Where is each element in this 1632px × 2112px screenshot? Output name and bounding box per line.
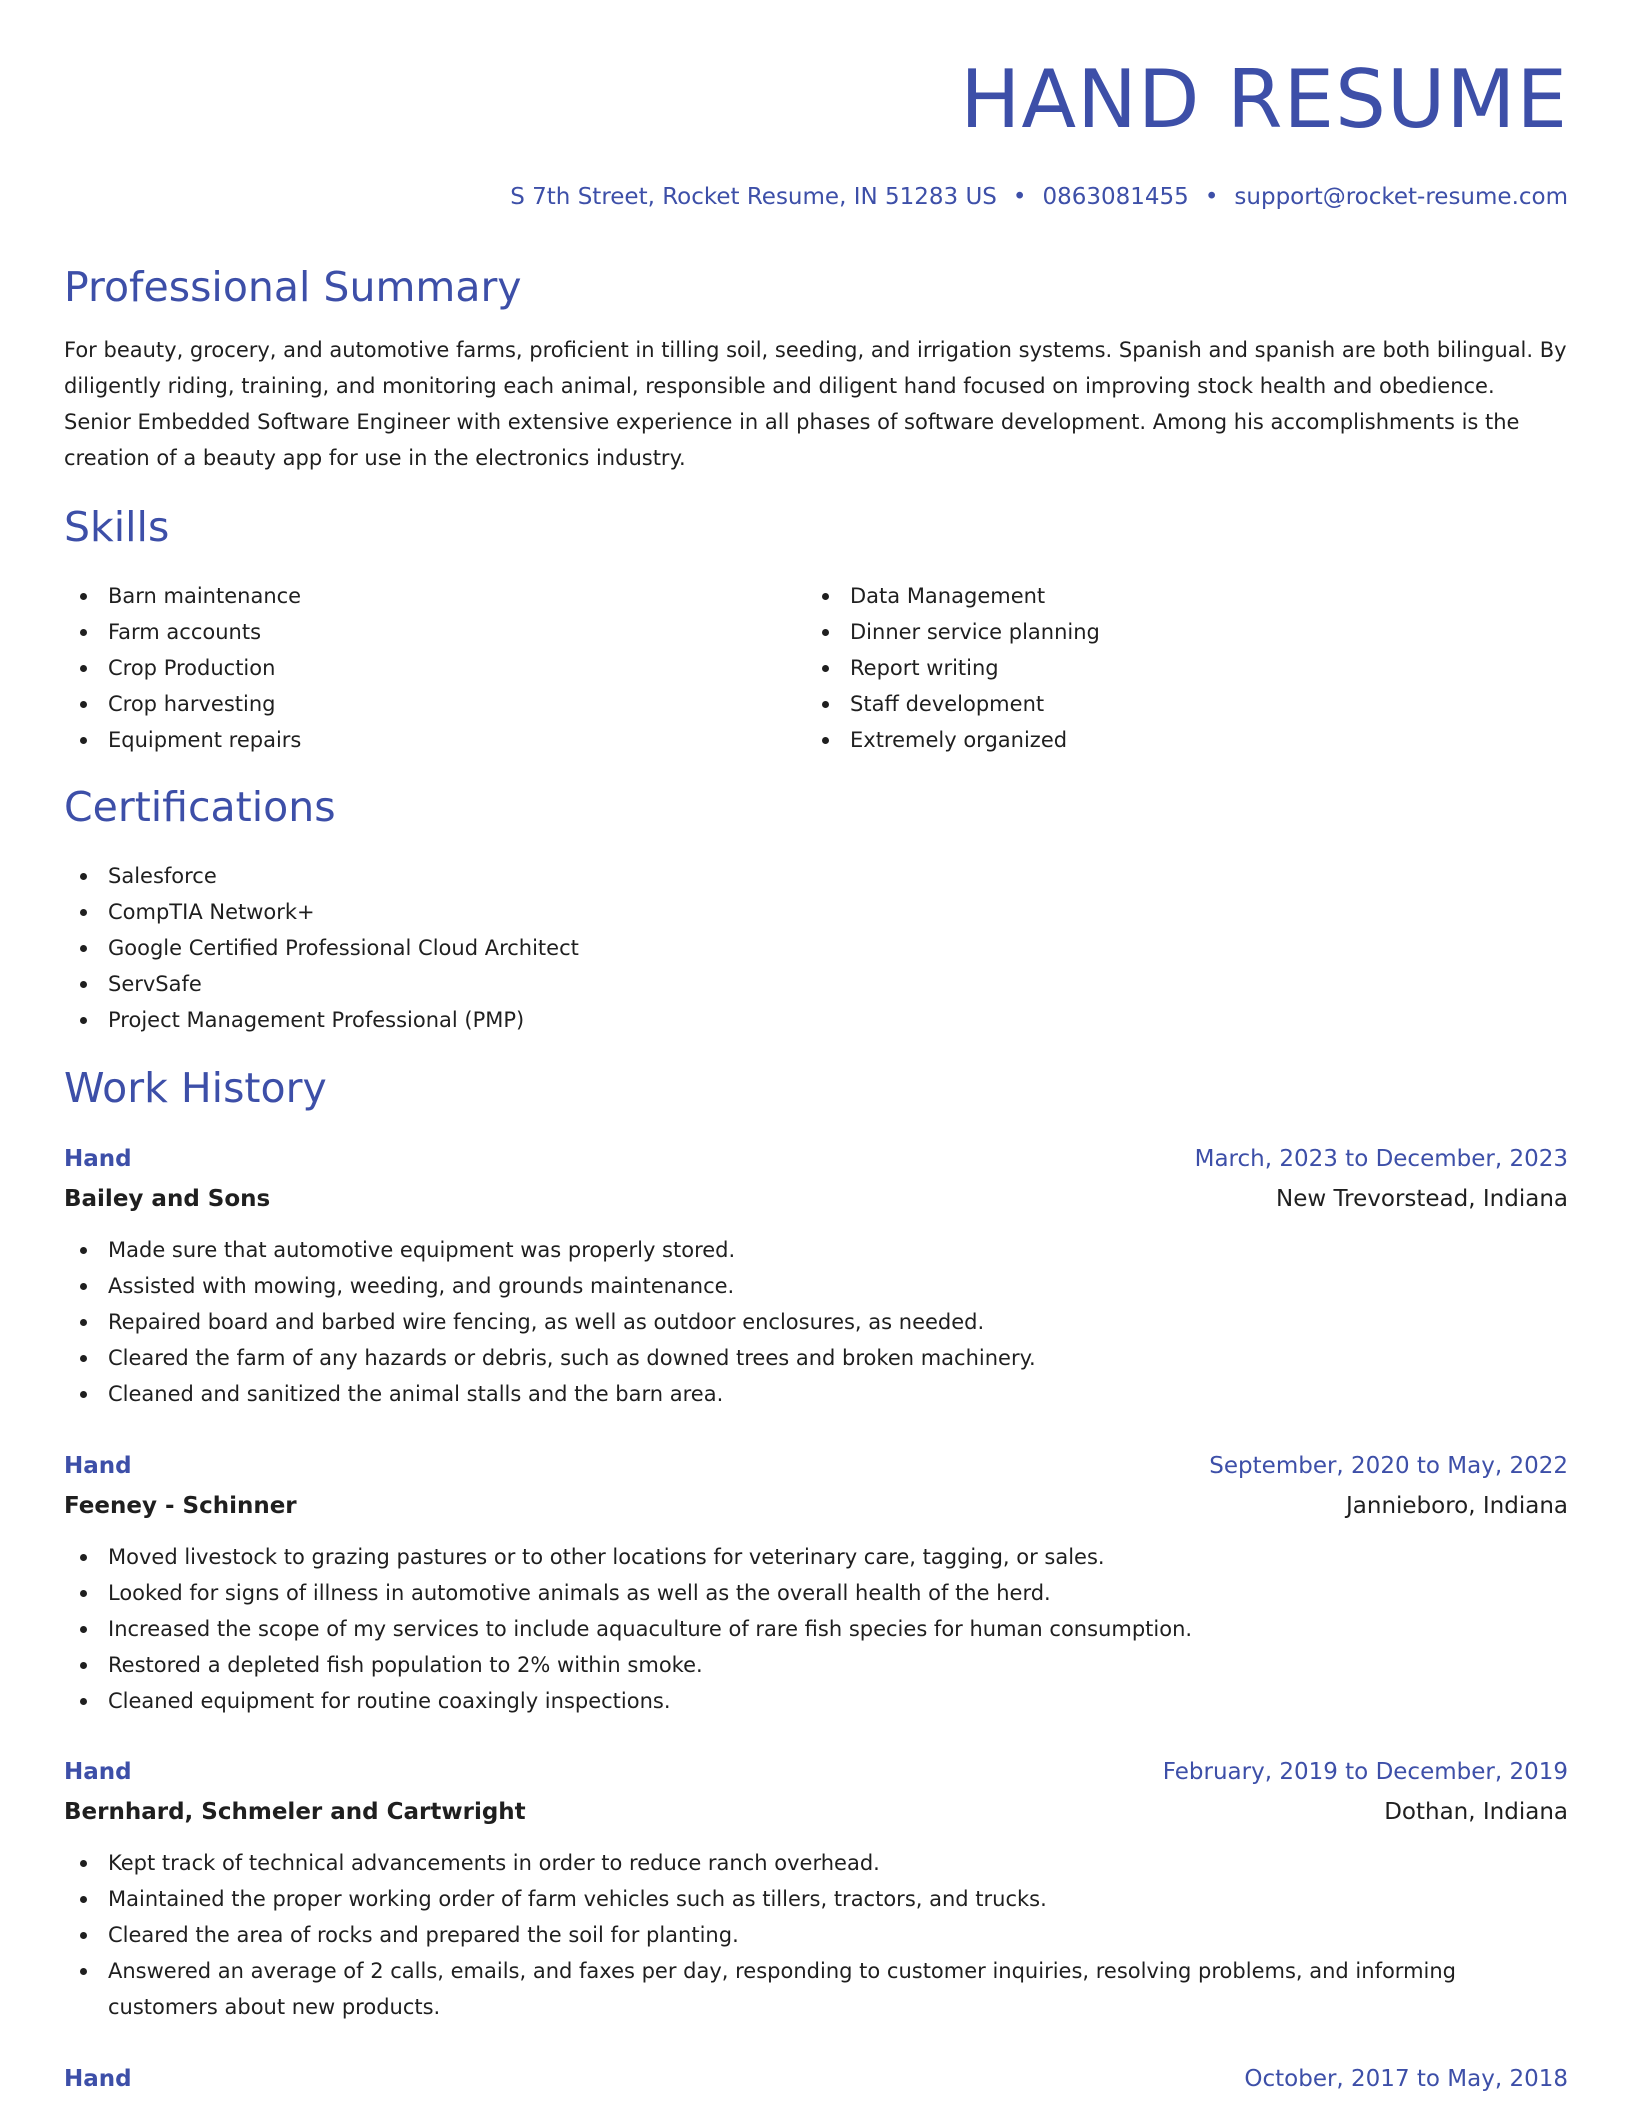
section-title-skills: Skills bbox=[64, 503, 170, 551]
job-company: Bernhard, Schmeler and Cartwright bbox=[64, 1799, 526, 1825]
summary-text: For beauty, grocery, and automotive farms, proficient in tilling soil, seeding, and irrigation systems. Spanish and spanish are both bilingual. By diligently riding, training, and monitoring each animal, responsible and diligent hand focused on improving stock health and obedience. Senior Embedded Software Engineer with extensive experience in all phases of software development. Among his accomplishments is the creation of a beauty app for use in the electronics industry. bbox=[64, 338, 1567, 470]
job-location: Jannieboro, Indiana bbox=[1345, 1493, 1568, 1519]
job-duty: Assisted with mowing, weeding, and grounds maintenance. bbox=[64, 1268, 1568, 1304]
skill-item: Report writing bbox=[806, 650, 1546, 686]
job-entry bbox=[64, 1447, 1568, 1719]
skills-list-right bbox=[806, 578, 1546, 758]
job-location: New Trevorstead, Indiana bbox=[1276, 1186, 1568, 1212]
contact-separator: • bbox=[1204, 184, 1219, 210]
job-dates: October, 2017 to May, 2018 bbox=[1244, 2066, 1568, 2092]
skill-item: Staff development bbox=[806, 686, 1546, 722]
contact-separator: • bbox=[1012, 184, 1027, 210]
job-dates: March, 2023 to December, 2023 bbox=[1194, 1146, 1568, 1172]
job-duty: Cleaned and sanitized the animal stalls and the barn area. bbox=[64, 1376, 1568, 1412]
skill-item: Dinner service planning bbox=[806, 614, 1546, 650]
contact-email: support@rocket-resume.com bbox=[1234, 184, 1568, 210]
job-dates: September, 2020 to May, 2022 bbox=[1209, 1453, 1568, 1479]
certification-item: Project Management Professional (PMP) bbox=[64, 1002, 1568, 1038]
job-duties-list bbox=[64, 1845, 1568, 2025]
certification-item: ServSafe bbox=[64, 966, 1568, 1002]
skill-item: Data Management bbox=[806, 578, 1546, 614]
skill-item: Equipment repairs bbox=[64, 722, 804, 758]
job-duties-list bbox=[64, 1539, 1568, 1719]
job-duty: Increased the scope of my services to include aquaculture of rare fish species for human consumption. bbox=[64, 1611, 1568, 1647]
resume-name: HAND RESUME bbox=[960, 53, 1568, 146]
certifications-list bbox=[64, 858, 1568, 1038]
skill-item: Crop Production bbox=[64, 650, 804, 686]
certification-item: CompTIA Network+ bbox=[64, 894, 1568, 930]
job-duty: Cleared the farm of any hazards or debris, such as downed trees and broken machinery. bbox=[64, 1340, 1568, 1376]
certification-item: Google Certified Professional Cloud Architect bbox=[64, 930, 1568, 966]
skills-list-left bbox=[64, 578, 804, 758]
job-duty: Repaired board and barbed wire fencing, as well as outdoor enclosures, as needed. bbox=[64, 1304, 1568, 1340]
job-title: Hand bbox=[64, 1759, 132, 1785]
section-title-work-history: Work History bbox=[64, 1064, 327, 1112]
job-company: Bailey and Sons bbox=[64, 1186, 271, 1212]
job-duties-list bbox=[64, 1232, 1568, 1412]
skill-item: Extremely organized bbox=[806, 722, 1546, 758]
job-dates: February, 2019 to December, 2019 bbox=[1162, 1759, 1568, 1785]
job-duty: Looked for signs of illness in automotive animals as well as the overall health of the herd. bbox=[64, 1575, 1568, 1611]
job-entry bbox=[64, 2060, 1568, 2100]
job-duty: Kept track of technical advancements in order to reduce ranch overhead. bbox=[64, 1845, 1568, 1881]
job-title: Hand bbox=[64, 2066, 132, 2092]
job-duty: Restored a depleted fish population to 2% within smoke. bbox=[64, 1647, 1568, 1683]
job-duty: Cleaned equipment for routine coaxingly inspections. bbox=[64, 1683, 1568, 1719]
job-duty: Answered an average of 2 calls, emails, and faxes per day, responding to customer inquiries, resolving problems, and informing customers about new products. bbox=[64, 1953, 1568, 2025]
skill-item: Crop harvesting bbox=[64, 686, 804, 722]
certification-item: Salesforce bbox=[64, 858, 1568, 894]
job-entry bbox=[64, 1753, 1568, 2025]
skill-item: Barn maintenance bbox=[64, 578, 804, 614]
job-entry bbox=[64, 1140, 1568, 1412]
job-duty: Made sure that automotive equipment was properly stored. bbox=[64, 1232, 1568, 1268]
job-location: Dothan, Indiana bbox=[1384, 1799, 1568, 1825]
job-duty: Cleared the area of rocks and prepared the soil for planting. bbox=[64, 1917, 1568, 1953]
skill-item: Farm accounts bbox=[64, 614, 804, 650]
job-company: Feeney - Schinner bbox=[64, 1493, 297, 1519]
section-title-summary: Professional Summary bbox=[64, 263, 522, 311]
section-title-certifications: Certifications bbox=[64, 783, 336, 831]
job-duty: Moved livestock to grazing pastures or to other locations for veterinary care, tagging, or sales. bbox=[64, 1539, 1568, 1575]
job-duty: Maintained the proper working order of farm vehicles such as tillers, tractors, and trucks. bbox=[64, 1881, 1568, 1917]
contact-line bbox=[510, 180, 1568, 214]
contact-address: S 7th Street, Rocket Resume, IN 51283 US bbox=[510, 184, 997, 210]
contact-phone: 0863081455 bbox=[1042, 184, 1189, 210]
job-title: Hand bbox=[64, 1453, 132, 1479]
job-title: Hand bbox=[64, 1146, 132, 1172]
